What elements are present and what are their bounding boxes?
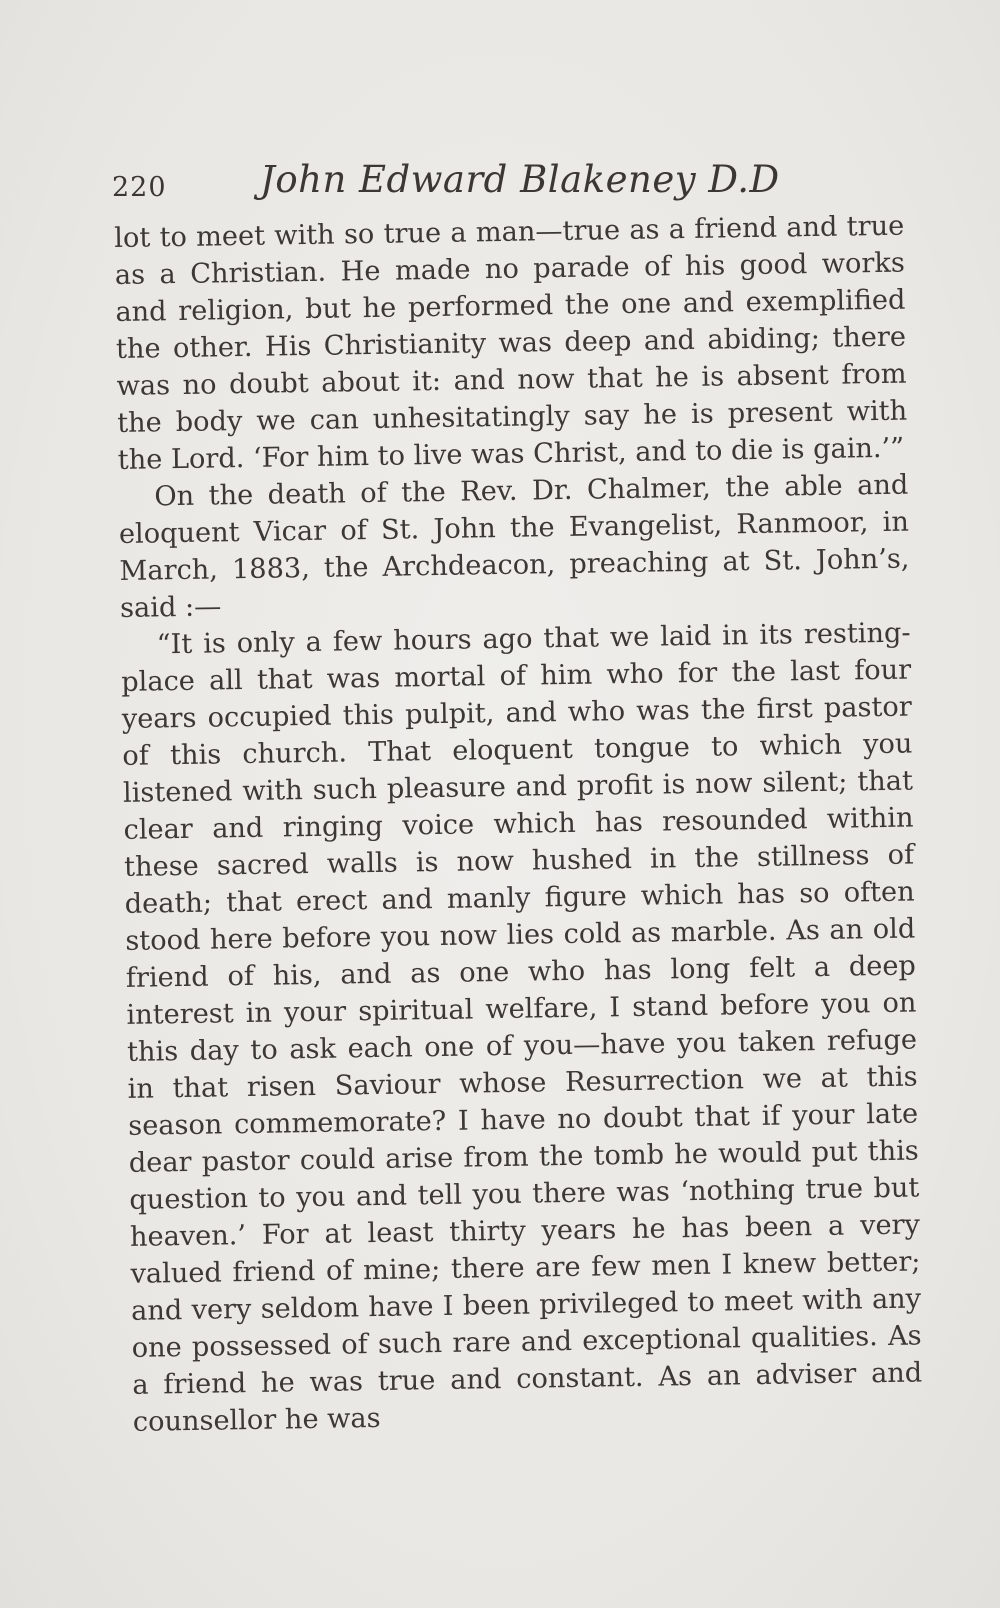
body-text [114, 208, 923, 1441]
running-title: John Edward Blakeney D.D [260, 158, 780, 201]
paragraph-continued: lot to meet with so true a man—true as a friend and true as a Christian. He made no parade of his good works and religion, but he performed the one and exemplified the other. His Christianity was deep and abiding; there was no doubt about it: and now that he is absent from the body we can unhesitatingly say he is present with the Lord. ‘For him to live was Christ, and to die is gain.’” [114, 210, 908, 476]
page-number: 220 [112, 172, 167, 203]
paragraph-sermon-quote: “It is only a few hours ago that we laid in its resting-place all that was mortal of him who for the last four years occupied this pulpit, and who was the first pastor of this church. That eloquent tongue to which you listened with such pleasure and profit is now silent; that clear and ringing voice which has resounded within these sacred walls is now hushed in the stillness of death; that erect and manly figure which has so often stood here before you now lies cold as marble. As an old friend of his, and as one who has long felt a deep interest in your spiritual welfare, I stand before you on this day to ask each one of you—have you taken refuge in that risen Saviour whose Resurrection we at this season commemorate? I have no doubt that if your late dear pastor could arise from the tomb he would put this question to you and tell you there was ‘nothing true but heaven.’ For at least thirty years he has been a very valued friend of mine; there are few men I knew better; and very seldom have I been privileged to meet with any one possessed of such rare and exceptional qualities. As a friend he was true and constant. As an adviser and counsellor he was [121, 617, 923, 1438]
paragraph-chalmer-death: On the death of the Rev. Dr. Chalmer, the able and eloquent Vicar of St. John the Evangelist, Ranmoor, in March, 1883, the Archdeacon, preaching at St. John’s, said :— [118, 469, 910, 624]
